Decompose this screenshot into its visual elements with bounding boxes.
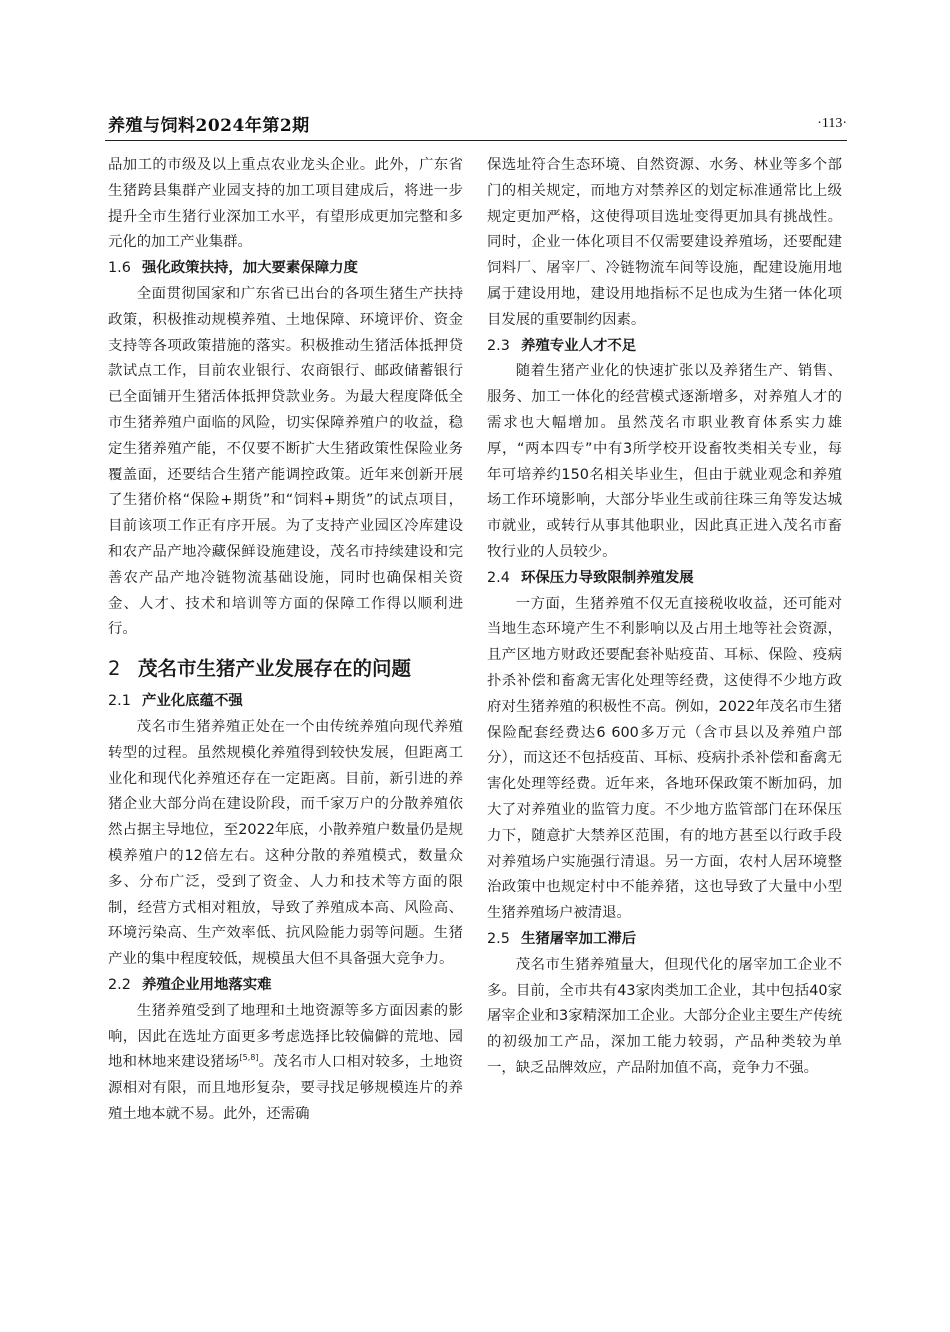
running-head: 养殖与饲料2024年第2期: [108, 116, 310, 136]
section-number: 2.5: [487, 930, 510, 947]
page-number: ·113·: [817, 116, 847, 131]
section-title: 产业化底蕴不强: [142, 693, 243, 710]
section-number: 2.4: [487, 569, 510, 586]
chapter-number: 2: [108, 657, 121, 681]
section-title: 养殖专业人才不足: [521, 337, 637, 354]
section-heading-2-3: [487, 334, 842, 360]
paragraph-continued: 保选址符合生态环境、自然资源、水务、林业等多个部门的相关规定，而地方对禁养区的划定标准通常比上级规定更加严格，这使得项目选址变得更加具有挑战性。同时，企业一体化项目不仅需要建设养殖场，还要配建饲料厂、屠宰厂、冷链物流车间等设施，配建设施用地属于建设用地，建设用地指标不足也成为生猪一体化项目发展的重要制约因素。: [487, 157, 842, 328]
section-number: 1.6: [108, 260, 131, 277]
paragraph-2-4: 一方面，生猪养殖不仅无直接税收收益，还可能对当地生态环境产生不利影响以及占用土地等社会资源，且产区地方财政还要配套补贴疫苗、耳标、保险、疫病扑杀补偿和畜禽无害化处理等经费，这使得不少地方政府对生猪养殖的积极性不高。例如，2022年茂名市生猪保险配套经费达6 600多万元（含市县以及养殖户部分），而这还不包括疫苗、耳标、疫病扑杀补偿和畜禽无害化处理等经费。近年来，各地环保政策不断加码，加大了对养殖业的监管力度。不少地方监管部门在环保压力下，随意扩大禁养区范围，有的地方甚至以行政手段对养殖场户实施强行清退。另一方面，农村人居环境整治政策中也规定村中不能养猪，这也导致了大量中小型生猪养殖场户被清退。: [487, 595, 842, 922]
paragraph-text: 。茂名市人口相对较多，土地资源相对有限，而且地形复杂，要寻找足够规模连片的养殖土地本就不易。此外，还需确: [108, 1054, 463, 1122]
right-column: [487, 153, 842, 1082]
chapter-title: 茂名市生猪产业发展存在的问题: [138, 657, 412, 681]
paragraph-2-2: [108, 999, 463, 1128]
section-heading-2-5: [487, 927, 842, 953]
paragraph-2-5: 茂名市生猪养殖量大，但现代化的屠宰加工企业不多。目前，全市共有43家肉类加工企业，其中包括40家屠宰企业和3家精深加工企业。大部分企业主要生产传统的初级加工产品，深加工能力较弱，产品种类较为单一，缺乏品牌效应，产品附加值不高，竞争力不强。: [487, 956, 842, 1076]
section-title: 生猪屠宰加工滞后: [521, 930, 637, 947]
section-number: 2.3: [487, 337, 510, 354]
paragraph-2-3: 随着生猪产业化的快速扩张以及养猪生产、销售、服务、加工一体化的经营模式逐渐增多，对养殖人才的需求也大幅增加。虽然茂名市职业教育体系实力雄厚，“两本四专”中有3所学校开设畜牧类相关专业，每年可培养约150名相关毕业生，但由于就业观念和养殖场工作环境影响，大部分毕业生或前往珠三角等发达城市就业，或转行从事其他职业，因此真正进入茂名市畜牧行业的人员较少。: [487, 363, 842, 560]
section-heading-2-2: [108, 973, 463, 999]
header-rule: [105, 140, 847, 141]
citation-reference: [5,8]: [239, 1053, 259, 1063]
paragraph-text: 生猪养殖受到了地理和土地资源等多方面因素的影响，因此在选址方面更多考虑选择比较偏僻的荒地、园地和林地来建设猪场: [108, 1002, 463, 1071]
section-title: 养殖企业用地落实难: [142, 976, 272, 993]
section-heading-2-1: [108, 689, 463, 715]
section-number: 2.1: [108, 693, 131, 710]
section-title: 强化政策扶持，加大要素保障力度: [142, 260, 358, 277]
chapter-heading-2: [108, 655, 463, 683]
left-column: [108, 153, 463, 1128]
section-heading-2-4: [487, 566, 842, 592]
section-title: 环保压力导致限制养殖发展: [521, 569, 694, 586]
paragraph-1-6: 全面贯彻国家和广东省已出台的各项生猪生产扶持政策，积极推动规模养殖、土地保障、环境评价、资金支持等各项政策措施的落实。积极推动生猪活体抵押贷款试点工作，目前农业银行、农商银行、邮政储蓄银行已全面铺开生猪活体抵押贷款业务。为最大程度降低全市生猪养殖户面临的风险，切实保障养殖户的收益，稳定生猪养殖产能，不仅要不断扩大生猪政策性保险业务覆盖面，还要结合生猪产能调控政策。近年来创新开展了生猪价格“保险+期货”和“饲料+期货”的试点项目，目前该项工作正有序开展。为了支持产业园区冷库建设和农产品产地冷藏保鲜设施建设，茂名市持续建设和完善农产品产地冷链物流基础设施，同时也确保相关资金、人才、技术和培训等方面的保障工作得以顺利进行。: [108, 285, 463, 638]
section-number: 2.2: [108, 976, 131, 993]
paragraph-2-1: 茂名市生猪养殖正处在一个由传统养殖向现代养殖转型的过程。虽然规模化养殖得到较快发展，但距离工业化和现代化养殖还存在一定距离。目前，新引进的养猪企业大部分尚在建设阶段，而千家万户的分散养殖依然占据主导地位，至2022年底，小散养殖户数量仍是规模养殖户的12倍左右。这种分散的养殖模式，数量众多、分布广泛，受到了资金、人力和技术等方面的限制，经营方式相对粗放，导致了养殖成本高、风险高、环境污染高、生产效率低、抗风险能力弱等问题。生猪产业的集中程度较低，规模虽大但不具备强大竞争力。: [108, 718, 463, 968]
paragraph-intro: 品加工的市级及以上重点农业龙头企业。此外，广东省生猪跨县集群产业园支持的加工项目建成后，将进一步提升全市生猪行业深加工水平，有望形成更加完整和多元化的加工产业集群。: [108, 157, 463, 251]
section-heading-1-6: [108, 256, 463, 282]
